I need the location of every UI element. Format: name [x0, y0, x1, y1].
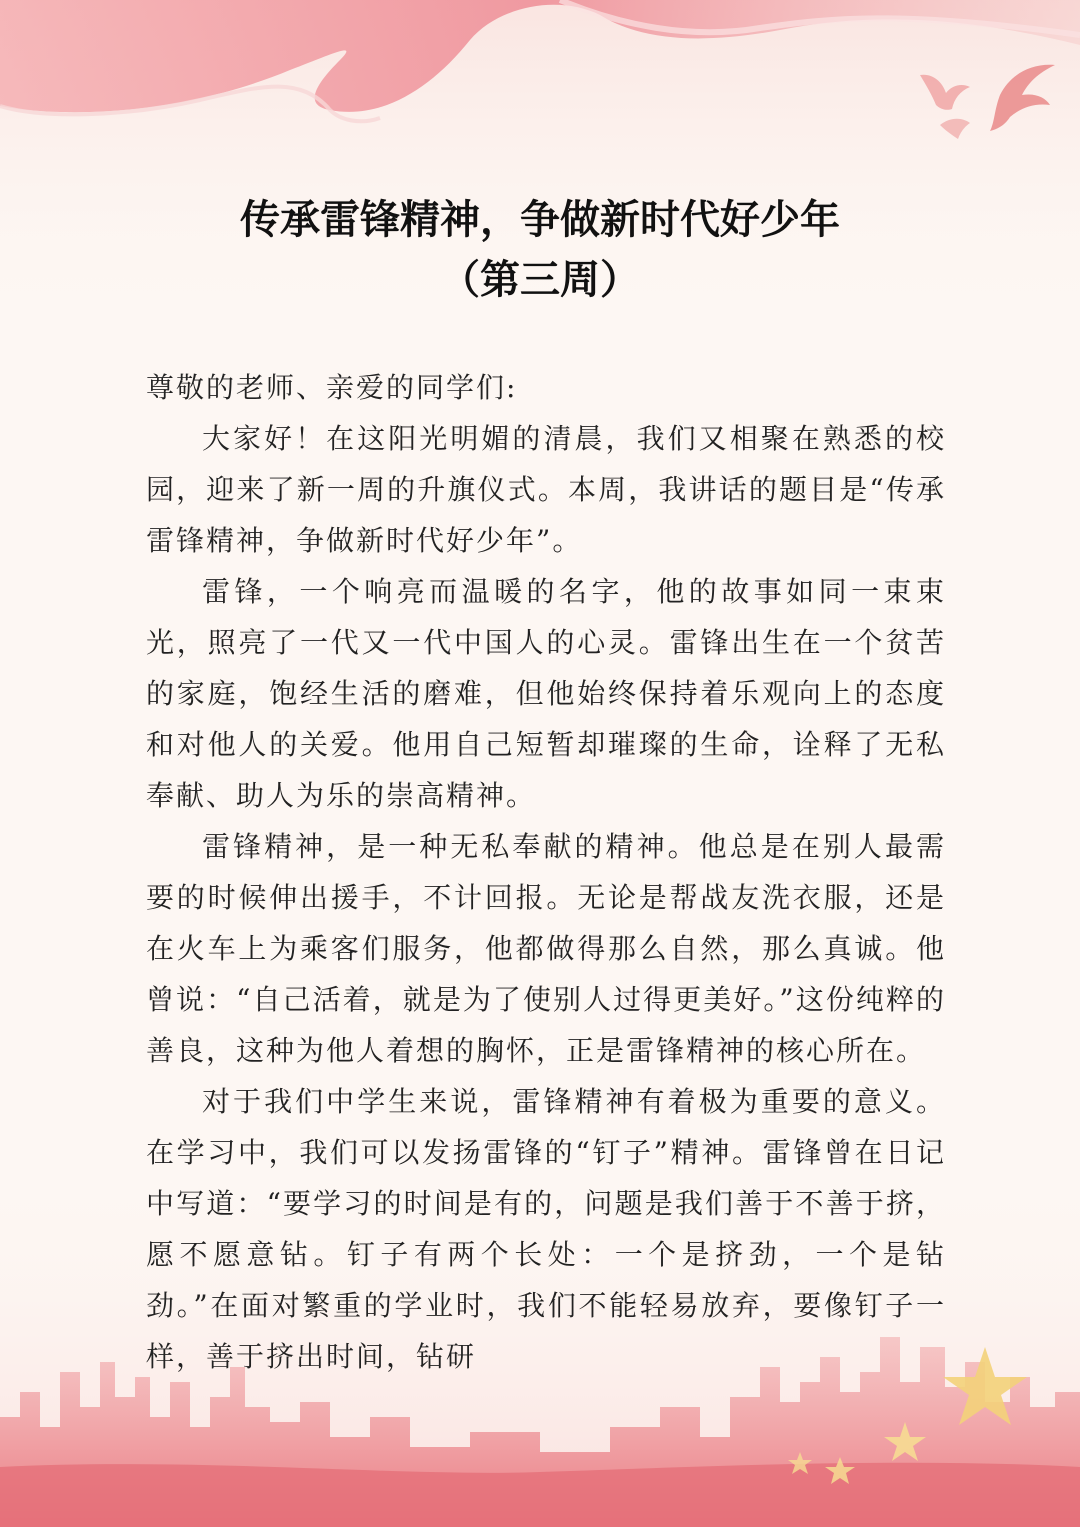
paragraph-1: 大家好！在这阳光明媚的清晨，我们又相聚在熟悉的校园，迎来了新一周的升旗仪式。本周，我讲话的题目是“传承雷锋精神，争做新时代好少年”。 — [146, 422, 946, 557]
document-title: 传承雷锋精神，争做新时代好少年 — [240, 196, 840, 243]
paragraph-2: 雷锋，一个响亮而温暖的名字，他的故事如同一束束光，照亮了一代又一代中国人的心灵。雷锋出生在一个贫苦的家庭，饱经生活的磨难，但他始终保持着乐观向上的态度和对他人的关爱。他用自己短暂却璀璨的生命，诠释了无私奉献、助人为乐的崇高精神。 — [146, 575, 946, 812]
dove-icon — [910, 55, 1060, 145]
paragraph-4: 对于我们中学生来说，雷锋精神有着极为重要的意义。在学习中，我们可以发扬雷锋的“钉子”精神。雷锋曾在日记中写道：“要学习的时间是有的，问题是我们善于不善于挤，愿不愿意钻。钉子有两个长处：一个是挤劲，一个是钻劲。”在面对繁重的学业时，我们不能轻易放弃，要像钉子一样，善于挤出时间，钻研 — [146, 1085, 946, 1373]
salutation: 尊敬的老师、亲爱的同学们: — [146, 371, 518, 404]
document-subtitle: （第三周） — [440, 256, 640, 303]
paragraph-3: 雷锋精神，是一种无私奉献的精神。他总是在别人最需要的时候伸出援手，不计回报。无论是帮战友洗衣服，还是在火车上为乘客们服务，他都做得那么自然，那么真诚。他曾说：“自己活着，就是为了使别人过得更美好。”这份纯粹的善良，这种为他人着想的胸怀，正是雷锋精神的核心所在。 — [146, 830, 946, 1067]
speech-body — [146, 362, 946, 1382]
